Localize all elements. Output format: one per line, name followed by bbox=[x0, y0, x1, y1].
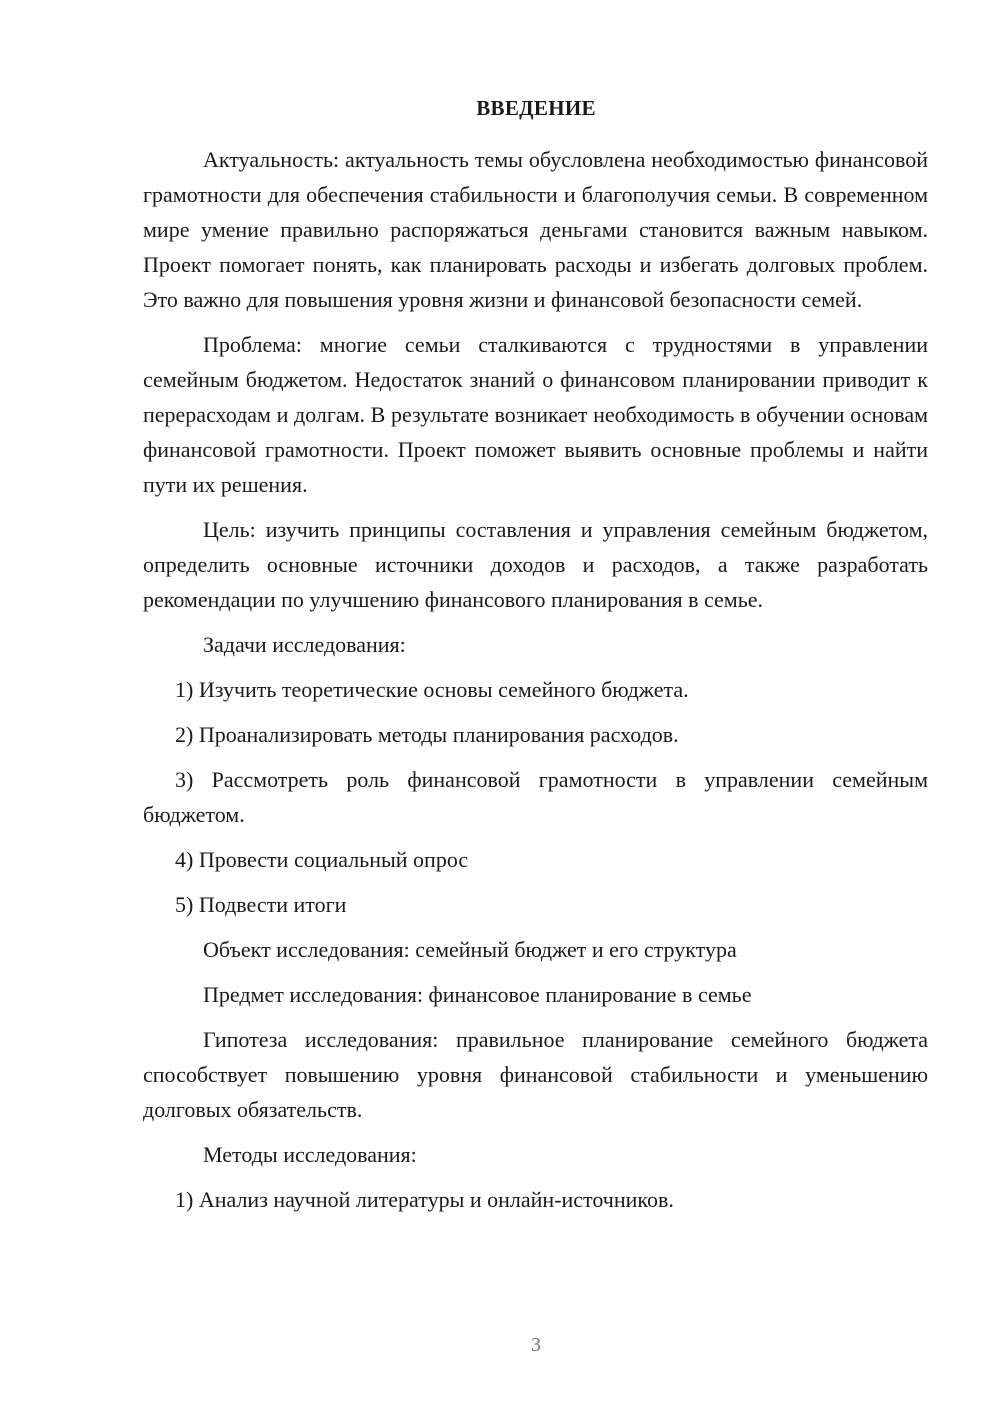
paragraph-problem: Проблема: многие семьи сталкиваются с трудностями в управлении семейным бюджетом. Недостаток знаний о финансовом планировании приводит к перерасходам и долгам. В результате возникает необходимость в обучении основам финансовой грамотности. Проект поможет выявить основные проблемы и найти пути их решения. bbox=[143, 332, 928, 497]
document-body bbox=[143, 142, 928, 1227]
paragraph-hypothesis: Гипотеза исследования: правильное планирование семейного бюджета способствует повышению уровня финансовой стабильности и уменьшению долговых обязательств. bbox=[143, 1027, 928, 1122]
paragraph-relevance: Актуальность: актуальность темы обусловлена необходимостью финансовой грамотности для обеспечения стабильности и благополучия семьи. В современном мире умение правильно распоряжаться деньгами становится важным навыком. Проект помогает понять, как планировать расходы и избегать долговых проблем. Это важно для повышения уровня жизни и финансовой безопасности семей. bbox=[143, 147, 928, 312]
page-title: ВВЕДЕНИЕ bbox=[476, 96, 596, 120]
page-number: 3 bbox=[531, 1334, 541, 1356]
method-item-1: 1) Анализ научной литературы и онлайн-источников. bbox=[175, 1187, 674, 1212]
paragraph-object: Объект исследования: семейный бюджет и его структура bbox=[203, 937, 737, 962]
methods-heading: Методы исследования: bbox=[203, 1142, 417, 1167]
paragraph-subject: Предмет исследования: финансовое планирование в семье bbox=[203, 982, 752, 1007]
tasks-heading: Задачи исследования: bbox=[203, 632, 406, 657]
task-item-5: 5) Подвести итоги bbox=[175, 892, 347, 917]
paragraph-goal: Цель: изучить принципы составления и управления семейным бюджетом, определить основные источники доходов и расходов, а также разработать рекомендации по улучшению финансового планирования в семье. bbox=[143, 517, 928, 612]
task-item-4: 4) Провести социальный опрос bbox=[175, 847, 469, 872]
task-item-3: 3) Рассмотреть роль финансовой грамотности в управлении семейным бюджетом. bbox=[143, 767, 928, 827]
task-item-1: 1) Изучить теоретические основы семейного бюджета. bbox=[175, 677, 689, 702]
task-item-2: 2) Проанализировать методы планирования расходов. bbox=[175, 722, 679, 747]
